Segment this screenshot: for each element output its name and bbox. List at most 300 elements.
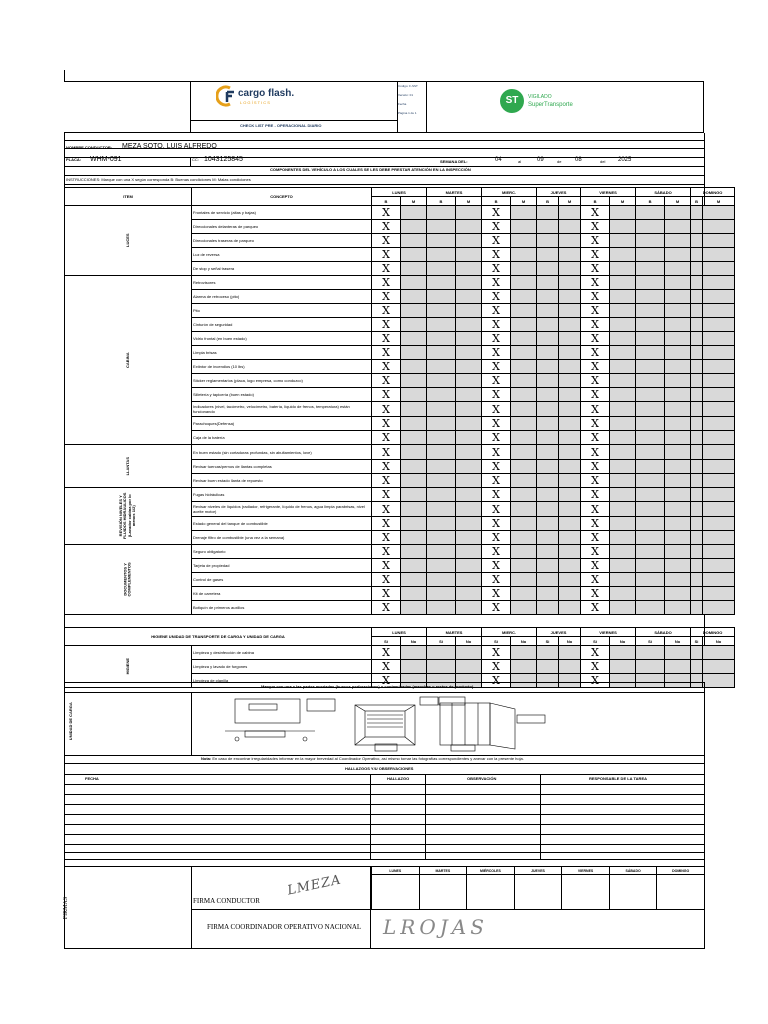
check-cell[interactable]	[372, 248, 401, 262]
check-cell[interactable]	[537, 234, 559, 248]
check-cell[interactable]	[372, 276, 401, 290]
check-cell[interactable]	[427, 332, 456, 346]
check-cell[interactable]	[537, 262, 559, 276]
check-cell[interactable]	[482, 318, 511, 332]
check-cell[interactable]	[559, 332, 581, 346]
check-cell[interactable]	[372, 502, 401, 517]
check-cell[interactable]	[482, 502, 511, 517]
check-cell[interactable]	[581, 346, 610, 360]
check-cell[interactable]	[581, 660, 610, 674]
check-cell[interactable]	[559, 445, 581, 460]
check-cell[interactable]	[610, 445, 636, 460]
check-cell[interactable]	[703, 587, 735, 601]
check-cell[interactable]	[427, 517, 456, 531]
check-cell[interactable]	[636, 517, 665, 531]
check-cell[interactable]	[636, 290, 665, 304]
check-cell[interactable]	[691, 646, 703, 660]
check-cell[interactable]	[372, 660, 401, 674]
check-cell[interactable]	[610, 402, 636, 417]
check-cell[interactable]	[537, 374, 559, 388]
check-cell[interactable]	[703, 402, 735, 417]
check-cell[interactable]	[703, 318, 735, 332]
check-cell[interactable]	[559, 262, 581, 276]
check-cell[interactable]	[401, 318, 427, 332]
check-cell[interactable]	[610, 559, 636, 573]
check-cell[interactable]	[456, 206, 482, 220]
check-cell[interactable]	[610, 573, 636, 587]
check-cell[interactable]	[703, 234, 735, 248]
check-cell[interactable]	[372, 290, 401, 304]
check-cell[interactable]	[372, 573, 401, 587]
check-cell[interactable]	[581, 502, 610, 517]
check-cell[interactable]	[482, 474, 511, 488]
check-cell[interactable]	[665, 431, 691, 445]
check-cell[interactable]	[372, 646, 401, 660]
check-cell[interactable]	[665, 248, 691, 262]
check-cell[interactable]	[665, 660, 691, 674]
check-cell[interactable]	[703, 601, 735, 615]
check-cell[interactable]	[581, 417, 610, 431]
check-cell[interactable]	[537, 346, 559, 360]
check-cell[interactable]	[636, 276, 665, 290]
check-cell[interactable]	[372, 559, 401, 573]
check-cell[interactable]	[537, 388, 559, 402]
check-cell[interactable]	[511, 660, 537, 674]
check-cell[interactable]	[427, 431, 456, 445]
check-cell[interactable]	[456, 502, 482, 517]
check-cell[interactable]	[703, 445, 735, 460]
check-cell[interactable]	[401, 332, 427, 346]
check-cell[interactable]	[537, 460, 559, 474]
check-cell[interactable]	[665, 460, 691, 474]
check-cell[interactable]	[401, 262, 427, 276]
check-cell[interactable]	[636, 445, 665, 460]
check-cell[interactable]	[401, 445, 427, 460]
check-cell[interactable]	[559, 573, 581, 587]
check-cell[interactable]	[537, 332, 559, 346]
check-cell[interactable]	[610, 660, 636, 674]
check-cell[interactable]	[610, 290, 636, 304]
check-cell[interactable]	[581, 517, 610, 531]
check-cell[interactable]	[372, 332, 401, 346]
check-cell[interactable]	[636, 531, 665, 545]
check-cell[interactable]	[636, 460, 665, 474]
check-cell[interactable]	[691, 276, 703, 290]
check-cell[interactable]	[427, 262, 456, 276]
check-cell[interactable]	[537, 402, 559, 417]
signature-day-box[interactable]	[561, 867, 609, 909]
check-cell[interactable]	[581, 646, 610, 660]
check-cell[interactable]	[401, 573, 427, 587]
check-cell[interactable]	[456, 304, 482, 318]
check-cell[interactable]	[372, 545, 401, 559]
check-cell[interactable]	[482, 290, 511, 304]
check-cell[interactable]	[482, 517, 511, 531]
check-cell[interactable]	[610, 248, 636, 262]
check-cell[interactable]	[537, 646, 559, 660]
check-cell[interactable]	[482, 417, 511, 431]
check-cell[interactable]	[665, 445, 691, 460]
check-cell[interactable]	[427, 318, 456, 332]
check-cell[interactable]	[559, 234, 581, 248]
check-cell[interactable]	[581, 304, 610, 318]
check-cell[interactable]	[636, 206, 665, 220]
check-cell[interactable]	[401, 431, 427, 445]
check-cell[interactable]	[427, 402, 456, 417]
check-cell[interactable]	[703, 502, 735, 517]
check-cell[interactable]	[691, 374, 703, 388]
check-cell[interactable]	[401, 517, 427, 531]
check-cell[interactable]	[665, 304, 691, 318]
check-cell[interactable]	[482, 601, 511, 615]
check-cell[interactable]	[401, 646, 427, 660]
check-cell[interactable]	[636, 587, 665, 601]
check-cell[interactable]	[511, 559, 537, 573]
check-cell[interactable]	[691, 531, 703, 545]
check-cell[interactable]	[559, 276, 581, 290]
check-cell[interactable]	[401, 587, 427, 601]
check-cell[interactable]	[691, 502, 703, 517]
check-cell[interactable]	[691, 460, 703, 474]
check-cell[interactable]	[691, 660, 703, 674]
check-cell[interactable]	[456, 290, 482, 304]
check-cell[interactable]	[636, 304, 665, 318]
check-cell[interactable]	[372, 234, 401, 248]
check-cell[interactable]	[703, 360, 735, 374]
check-cell[interactable]	[482, 545, 511, 559]
check-cell[interactable]	[482, 206, 511, 220]
check-cell[interactable]	[581, 220, 610, 234]
check-cell[interactable]	[537, 660, 559, 674]
check-cell[interactable]	[401, 276, 427, 290]
check-cell[interactable]	[511, 360, 537, 374]
check-cell[interactable]	[610, 318, 636, 332]
check-cell[interactable]	[401, 474, 427, 488]
check-cell[interactable]	[703, 674, 735, 688]
check-cell[interactable]	[427, 234, 456, 248]
check-cell[interactable]	[610, 206, 636, 220]
check-cell[interactable]	[456, 262, 482, 276]
check-cell[interactable]	[511, 206, 537, 220]
check-cell[interactable]	[610, 545, 636, 559]
check-cell[interactable]	[511, 517, 537, 531]
check-cell[interactable]	[372, 587, 401, 601]
check-cell[interactable]	[482, 660, 511, 674]
check-cell[interactable]	[559, 601, 581, 615]
check-cell[interactable]	[691, 474, 703, 488]
check-cell[interactable]	[703, 346, 735, 360]
check-cell[interactable]	[665, 402, 691, 417]
check-cell[interactable]	[401, 545, 427, 559]
check-cell[interactable]	[636, 234, 665, 248]
check-cell[interactable]	[665, 531, 691, 545]
check-cell[interactable]	[703, 531, 735, 545]
check-cell[interactable]	[372, 262, 401, 276]
check-cell[interactable]	[581, 531, 610, 545]
check-cell[interactable]	[456, 402, 482, 417]
check-cell[interactable]	[665, 646, 691, 660]
check-cell[interactable]	[511, 646, 537, 660]
check-cell[interactable]	[482, 304, 511, 318]
check-cell[interactable]	[581, 601, 610, 615]
check-cell[interactable]	[691, 318, 703, 332]
signature-day-box[interactable]	[371, 867, 419, 909]
check-cell[interactable]	[427, 460, 456, 474]
check-cell[interactable]	[427, 587, 456, 601]
check-cell[interactable]	[581, 445, 610, 460]
check-cell[interactable]	[559, 587, 581, 601]
check-cell[interactable]	[456, 346, 482, 360]
check-cell[interactable]	[559, 517, 581, 531]
check-cell[interactable]	[537, 304, 559, 318]
check-cell[interactable]	[456, 601, 482, 615]
check-cell[interactable]	[401, 502, 427, 517]
check-cell[interactable]	[456, 248, 482, 262]
check-cell[interactable]	[456, 488, 482, 502]
check-cell[interactable]	[427, 304, 456, 318]
check-cell[interactable]	[456, 374, 482, 388]
check-cell[interactable]	[372, 220, 401, 234]
check-cell[interactable]	[559, 559, 581, 573]
check-cell[interactable]	[482, 460, 511, 474]
check-cell[interactable]	[482, 220, 511, 234]
check-cell[interactable]	[456, 474, 482, 488]
check-cell[interactable]	[665, 234, 691, 248]
check-cell[interactable]	[427, 601, 456, 615]
check-cell[interactable]	[537, 276, 559, 290]
check-cell[interactable]	[427, 531, 456, 545]
check-cell[interactable]	[559, 220, 581, 234]
check-cell[interactable]	[559, 431, 581, 445]
check-cell[interactable]	[482, 559, 511, 573]
check-cell[interactable]	[456, 445, 482, 460]
check-cell[interactable]	[427, 474, 456, 488]
check-cell[interactable]	[482, 388, 511, 402]
check-cell[interactable]	[427, 206, 456, 220]
check-cell[interactable]	[482, 374, 511, 388]
check-cell[interactable]	[401, 374, 427, 388]
check-cell[interactable]	[665, 332, 691, 346]
check-cell[interactable]	[482, 276, 511, 290]
check-cell[interactable]	[559, 646, 581, 660]
check-cell[interactable]	[691, 248, 703, 262]
check-cell[interactable]	[456, 646, 482, 660]
check-cell[interactable]	[703, 417, 735, 431]
check-cell[interactable]	[691, 332, 703, 346]
check-cell[interactable]	[482, 346, 511, 360]
check-cell[interactable]	[581, 318, 610, 332]
check-cell[interactable]	[691, 517, 703, 531]
check-cell[interactable]	[636, 360, 665, 374]
check-cell[interactable]	[665, 517, 691, 531]
check-cell[interactable]	[636, 388, 665, 402]
check-cell[interactable]	[456, 559, 482, 573]
check-cell[interactable]	[511, 474, 537, 488]
check-cell[interactable]	[610, 531, 636, 545]
check-cell[interactable]	[665, 220, 691, 234]
check-cell[interactable]	[482, 488, 511, 502]
check-cell[interactable]	[703, 474, 735, 488]
check-cell[interactable]	[401, 234, 427, 248]
check-cell[interactable]	[482, 262, 511, 276]
check-cell[interactable]	[581, 402, 610, 417]
check-cell[interactable]	[636, 573, 665, 587]
check-cell[interactable]	[372, 374, 401, 388]
check-cell[interactable]	[691, 545, 703, 559]
check-cell[interactable]	[691, 220, 703, 234]
check-cell[interactable]	[581, 388, 610, 402]
check-cell[interactable]	[636, 502, 665, 517]
check-cell[interactable]	[427, 290, 456, 304]
check-cell[interactable]	[691, 360, 703, 374]
check-cell[interactable]	[511, 234, 537, 248]
check-cell[interactable]	[636, 545, 665, 559]
check-cell[interactable]	[372, 417, 401, 431]
check-cell[interactable]	[427, 573, 456, 587]
check-cell[interactable]	[610, 474, 636, 488]
check-cell[interactable]	[401, 488, 427, 502]
check-cell[interactable]	[636, 248, 665, 262]
check-cell[interactable]	[537, 573, 559, 587]
check-cell[interactable]	[691, 559, 703, 573]
check-cell[interactable]	[610, 460, 636, 474]
check-cell[interactable]	[559, 460, 581, 474]
check-cell[interactable]	[691, 445, 703, 460]
check-cell[interactable]	[537, 360, 559, 374]
check-cell[interactable]	[636, 559, 665, 573]
check-cell[interactable]	[537, 290, 559, 304]
check-cell[interactable]	[703, 660, 735, 674]
check-cell[interactable]	[401, 290, 427, 304]
check-cell[interactable]	[581, 488, 610, 502]
check-cell[interactable]	[581, 431, 610, 445]
check-cell[interactable]	[482, 360, 511, 374]
check-cell[interactable]	[537, 531, 559, 545]
check-cell[interactable]	[610, 374, 636, 388]
check-cell[interactable]	[372, 388, 401, 402]
check-cell[interactable]	[559, 248, 581, 262]
check-cell[interactable]	[511, 346, 537, 360]
check-cell[interactable]	[610, 220, 636, 234]
check-cell[interactable]	[636, 374, 665, 388]
check-cell[interactable]	[581, 474, 610, 488]
check-cell[interactable]	[610, 262, 636, 276]
check-cell[interactable]	[482, 531, 511, 545]
check-cell[interactable]	[581, 545, 610, 559]
check-cell[interactable]	[372, 360, 401, 374]
check-cell[interactable]	[703, 290, 735, 304]
check-cell[interactable]	[372, 474, 401, 488]
check-cell[interactable]	[703, 517, 735, 531]
check-cell[interactable]	[559, 545, 581, 559]
check-cell[interactable]	[703, 332, 735, 346]
check-cell[interactable]	[703, 573, 735, 587]
check-cell[interactable]	[511, 388, 537, 402]
check-cell[interactable]	[581, 206, 610, 220]
check-cell[interactable]	[537, 517, 559, 531]
check-cell[interactable]	[537, 220, 559, 234]
check-cell[interactable]	[559, 290, 581, 304]
check-cell[interactable]	[636, 220, 665, 234]
check-cell[interactable]	[372, 304, 401, 318]
check-cell[interactable]	[691, 346, 703, 360]
check-cell[interactable]	[559, 417, 581, 431]
check-cell[interactable]	[703, 276, 735, 290]
check-cell[interactable]	[691, 234, 703, 248]
check-cell[interactable]	[511, 318, 537, 332]
check-cell[interactable]	[511, 445, 537, 460]
check-cell[interactable]	[665, 290, 691, 304]
check-cell[interactable]	[456, 234, 482, 248]
check-cell[interactable]	[401, 559, 427, 573]
check-cell[interactable]	[636, 262, 665, 276]
check-cell[interactable]	[372, 445, 401, 460]
check-cell[interactable]	[610, 517, 636, 531]
check-cell[interactable]	[559, 502, 581, 517]
check-cell[interactable]	[511, 587, 537, 601]
check-cell[interactable]	[401, 388, 427, 402]
check-cell[interactable]	[610, 332, 636, 346]
check-cell[interactable]	[703, 304, 735, 318]
check-cell[interactable]	[456, 431, 482, 445]
check-cell[interactable]	[559, 402, 581, 417]
check-cell[interactable]	[456, 388, 482, 402]
check-cell[interactable]	[456, 220, 482, 234]
check-cell[interactable]	[427, 488, 456, 502]
check-cell[interactable]	[665, 374, 691, 388]
check-cell[interactable]	[581, 360, 610, 374]
check-cell[interactable]	[456, 573, 482, 587]
check-cell[interactable]	[511, 601, 537, 615]
check-cell[interactable]	[665, 346, 691, 360]
check-cell[interactable]	[401, 402, 427, 417]
check-cell[interactable]	[401, 304, 427, 318]
check-cell[interactable]	[482, 646, 511, 660]
signature-day-box[interactable]	[656, 867, 704, 909]
check-cell[interactable]	[610, 304, 636, 318]
check-cell[interactable]	[372, 318, 401, 332]
check-cell[interactable]	[537, 601, 559, 615]
check-cell[interactable]	[703, 206, 735, 220]
check-cell[interactable]	[401, 601, 427, 615]
check-cell[interactable]	[511, 417, 537, 431]
check-cell[interactable]	[537, 318, 559, 332]
signature-day-box[interactable]	[514, 867, 562, 909]
check-cell[interactable]	[537, 488, 559, 502]
check-cell[interactable]	[511, 276, 537, 290]
check-cell[interactable]	[482, 573, 511, 587]
check-cell[interactable]	[703, 545, 735, 559]
check-cell[interactable]	[581, 290, 610, 304]
check-cell[interactable]	[401, 346, 427, 360]
check-cell[interactable]	[610, 346, 636, 360]
check-cell[interactable]	[511, 488, 537, 502]
check-cell[interactable]	[456, 276, 482, 290]
check-cell[interactable]	[401, 360, 427, 374]
check-cell[interactable]	[511, 573, 537, 587]
check-cell[interactable]	[537, 474, 559, 488]
check-cell[interactable]	[372, 431, 401, 445]
check-cell[interactable]	[427, 545, 456, 559]
check-cell[interactable]	[665, 502, 691, 517]
check-cell[interactable]	[610, 601, 636, 615]
check-cell[interactable]	[511, 545, 537, 559]
check-cell[interactable]	[581, 332, 610, 346]
check-cell[interactable]	[610, 502, 636, 517]
check-cell[interactable]	[372, 460, 401, 474]
check-cell[interactable]	[559, 304, 581, 318]
check-cell[interactable]	[456, 318, 482, 332]
